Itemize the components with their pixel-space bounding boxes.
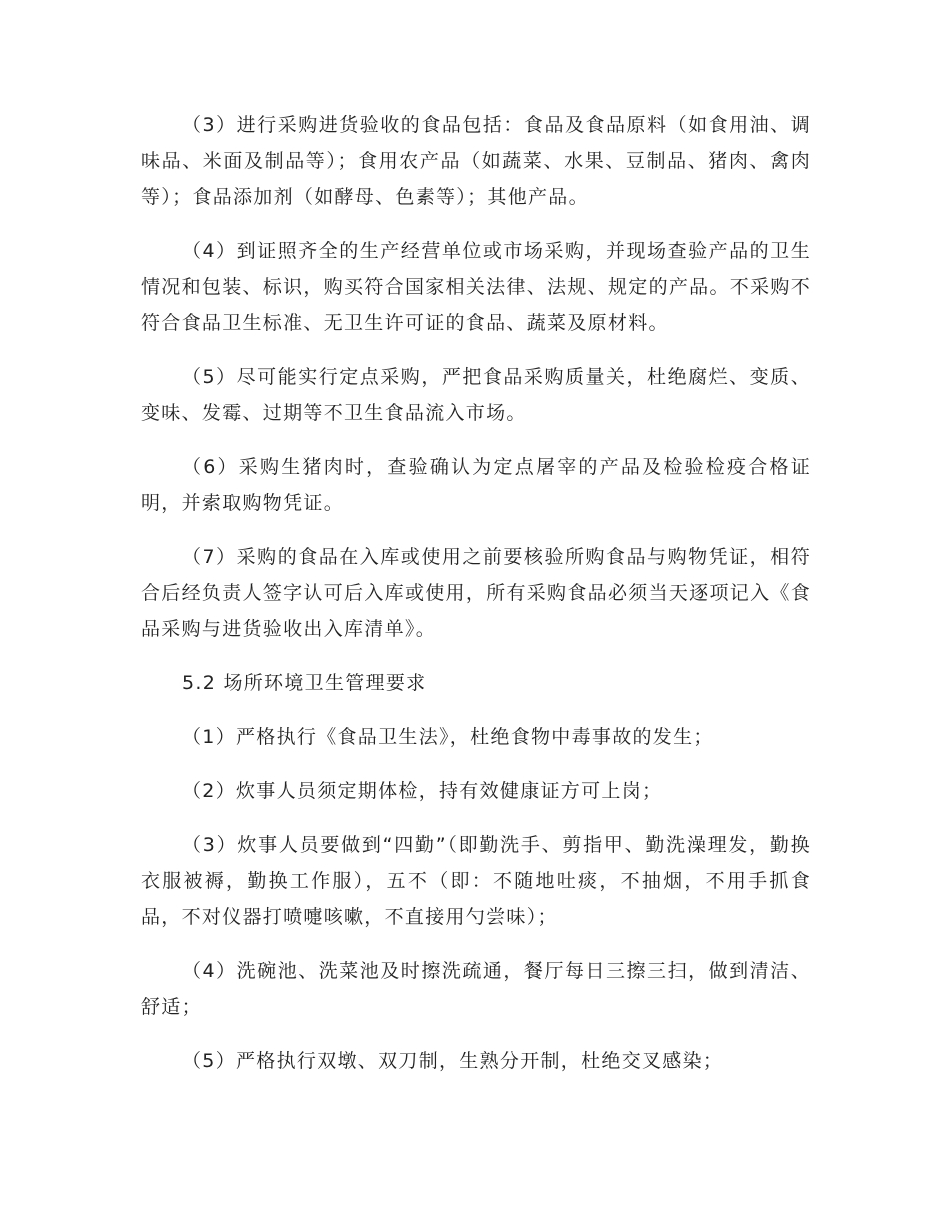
paragraph-procurement-scope: （3）进行采购进货验收的食品包括：食品及食品原料（如食用油、调味品、米面及制品等）；食用农产品（如蔬菜、水果、豆制品、猪肉、禽肉等）；食品添加剂（如酵母、色素等）；其他产品。 (141, 114, 811, 208)
paragraph-food-hygiene-law: （1）严格执行《食品卫生法》，杜绝食物中毒事故的发生； (182, 726, 714, 748)
paragraph-four-diligences: （3）炊事人员要做到“四勤”（即勤洗手、剪指甲、勤洗澡理发，勤换衣服被褥，勤换工作服），五不（即：不随地吐痰，不抽烟，不用手抓食品，不对仪器打喷嚏咳嗽，不直接用勺尝味）； (141, 834, 811, 928)
section-heading-environment-hygiene: 5.2 场所环境卫生管理要求 (182, 672, 427, 694)
paragraph-cross-contamination: （5）严格执行双墩、双刀制，生熟分开制，杜绝交叉感染； (182, 1050, 724, 1072)
paragraph-fixed-point-purchase: （5）尽可能实行定点采购，严把食品采购质量关，杜绝腐烂、变质、变味、发霉、过期等不卫生食品流入市场。 (141, 366, 811, 424)
paragraph-licensed-suppliers: （4）到证照齐全的生产经营单位或市场采购，并现场查验产品的卫生情况和包装、标识，购买符合国家相关法律、法规、规定的产品。不采购不符合食品卫生标准、无卫生许可证的食品、蔬菜及原材料。 (141, 240, 811, 334)
paragraph-health-certificate: （2）炊事人员须定期体检，持有效健康证方可上岗； (182, 780, 663, 802)
paragraph-sink-cleaning: （4）洗碗池、洗菜池及时擦洗疏通，餐厅每日三擦三扫，做到清洁、舒适； (141, 960, 811, 1018)
document-body (141, 107, 811, 1097)
paragraph-warehouse-verification: （7）采购的食品在入库或使用之前要核验所购食品与购物凭证，相符合后经负责人签字认可后入库或使用，所有采购食品必须当天逐项记入《食品采购与进货验收出入库清单》。 (141, 546, 811, 640)
paragraph-pork-inspection: （6）采购生猪肉时，查验确认为定点屠宰的产品及检验检疫合格证明，并索取购物凭证。 (141, 456, 811, 514)
